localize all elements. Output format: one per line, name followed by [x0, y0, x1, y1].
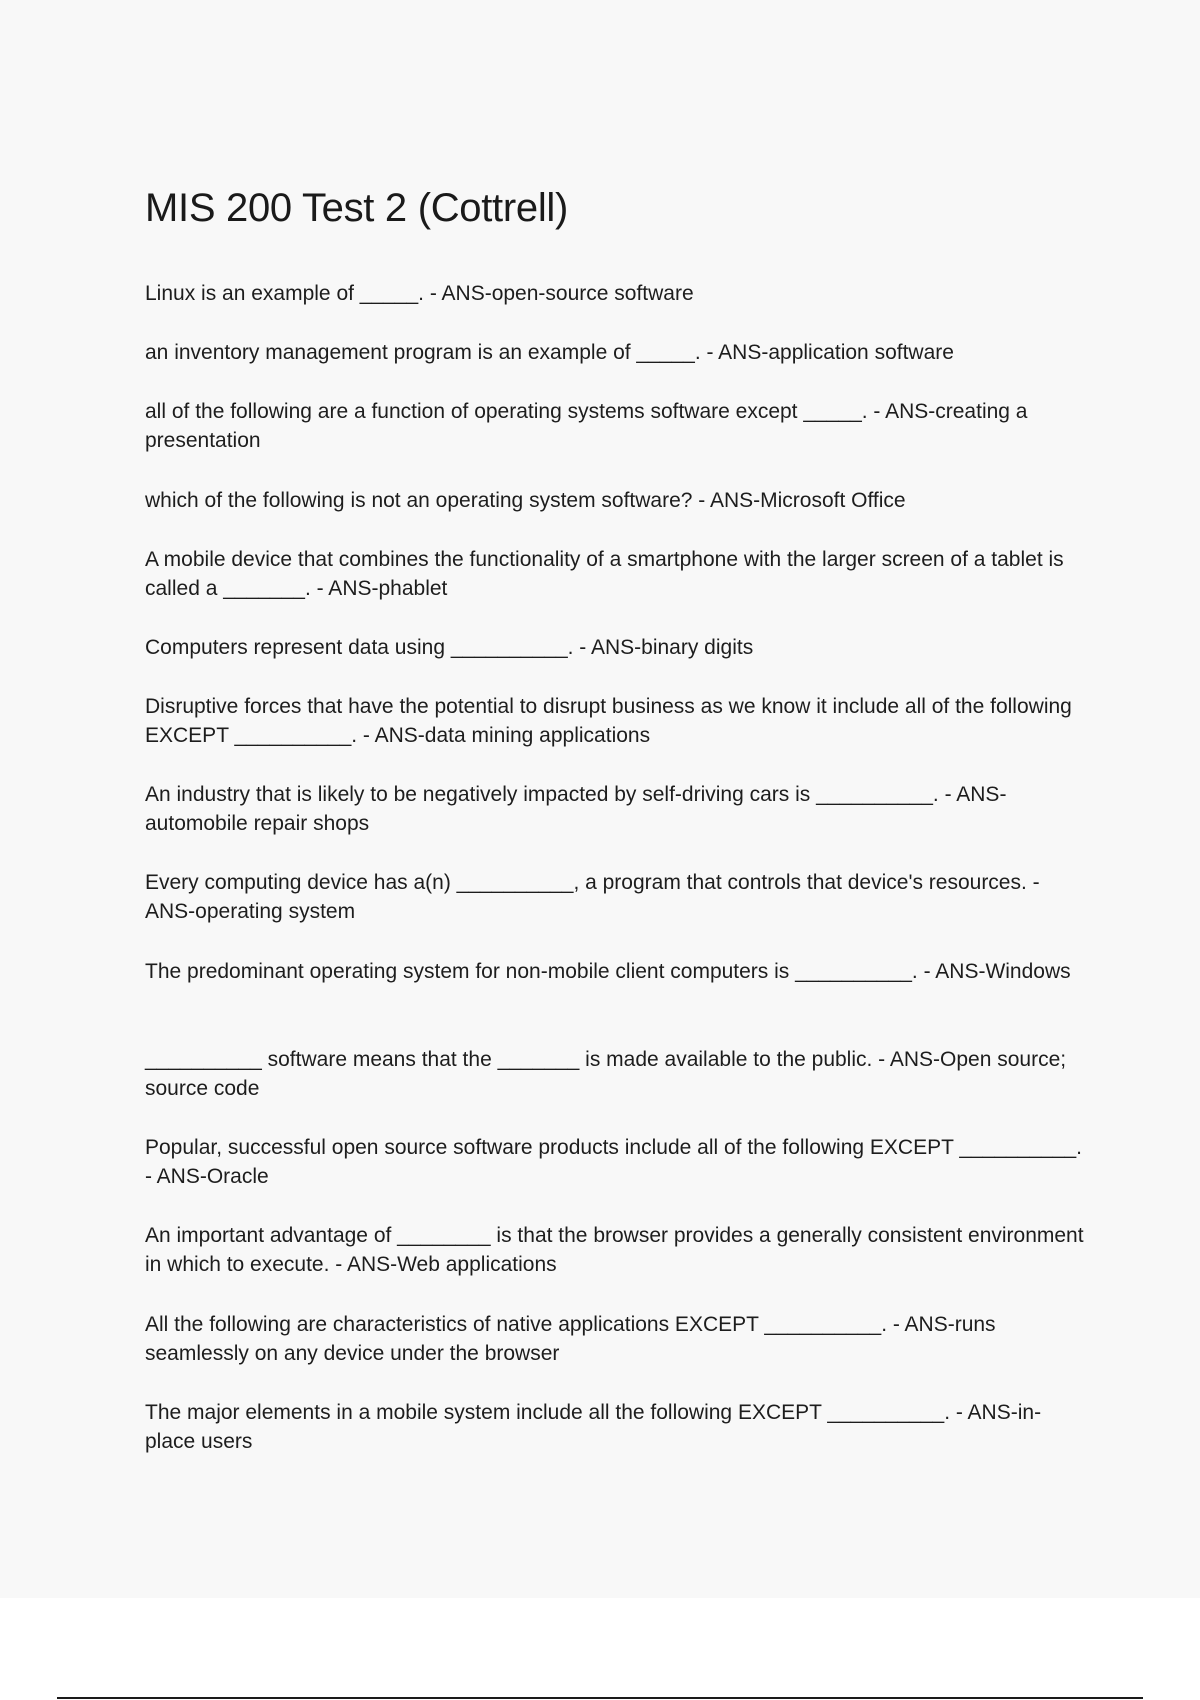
question-answer-item: Popular, successful open source software products include all of the following EXCEPT __________. - ANS-Oracle: [145, 1136, 1083, 1188]
question-answer-item: A mobile device that combines the functionality of a smartphone with the larger screen of a tablet is called a _______. - ANS-phablet: [145, 548, 1064, 600]
footer-divider: [57, 1697, 1143, 1699]
question-answer-item: all of the following are a function of operating systems software except _____. - ANS-creating a presentation: [145, 400, 1028, 452]
question-answer-item: Disruptive forces that have the potential to disrupt business as we know it include all of the following EXCEPT __________. - ANS-data mining applications: [145, 695, 1072, 747]
question-answer-item: Computers represent data using __________. - ANS-binary digits: [145, 636, 754, 659]
question-answer-item: which of the following is not an operating system software? - ANS-Microsoft Office: [145, 489, 906, 512]
document-title: MIS 200 Test 2 (Cottrell): [145, 186, 569, 230]
question-answer-item: An important advantage of ________ is that the browser provides a generally consistent environment in which to execute. - ANS-Web applications: [145, 1224, 1084, 1276]
question-answer-item: __________ software means that the _______ is made available to the public. - ANS-Open source; source code: [145, 1048, 1067, 1100]
question-answer-item: The predominant operating system for non-mobile client computers is __________. - ANS-Windows: [145, 960, 1071, 983]
question-answer-item: The major elements in a mobile system include all the following EXCEPT __________. - ANS-in-place users: [145, 1401, 1042, 1453]
question-answer-item: Linux is an example of _____. - ANS-open-source software: [145, 282, 694, 305]
question-answer-item: All the following are characteristics of native applications EXCEPT __________. - ANS-runs seamlessly on any device under the browser: [145, 1313, 996, 1365]
question-answer-item: An industry that is likely to be negatively impacted by self-driving cars is __________. - ANS-automobile repair shops: [145, 783, 1007, 835]
question-answer-item: Every computing device has a(n) __________, a program that controls that device's resources. - ANS-operating system: [145, 871, 1040, 923]
question-answer-item: an inventory management program is an example of _____. - ANS-application software: [145, 341, 954, 364]
